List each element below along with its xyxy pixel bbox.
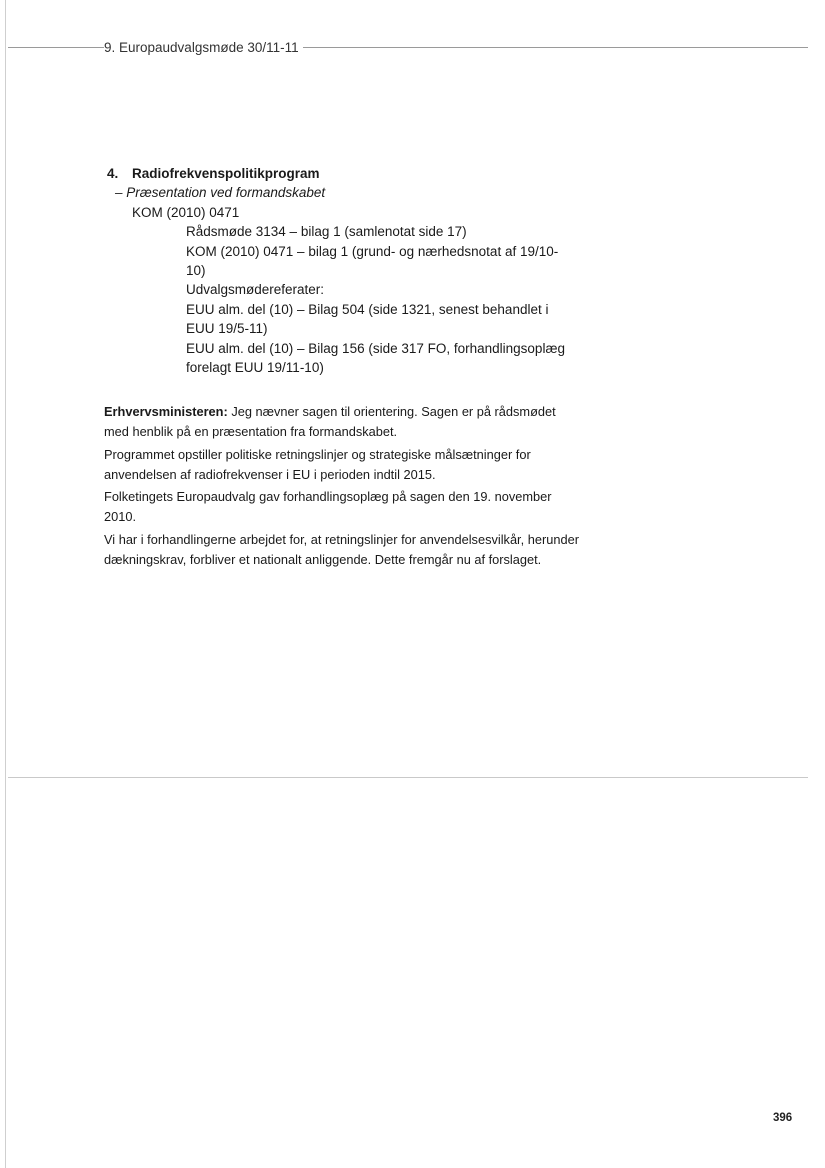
statement-paragraph [104, 402, 582, 443]
reference-line: EUU alm. del (10) – Bilag 504 (side 1321, senest behandlet i [186, 301, 549, 317]
reference-list [107, 222, 597, 377]
agenda-item-subtitle: – Præsentation ved formandskabet [115, 185, 326, 201]
page-number: 396 [773, 1112, 793, 1124]
statement-text: Jeg nævner sagen til orientering. Sagen er på rådsmødet med henblik på en præsentation fra formandskabet. [104, 404, 556, 440]
document-reference: KOM (2010) 0471 [132, 204, 240, 220]
scan-edge-line [5, 0, 6, 1168]
running-header: 9. Europaudvalgsmøde 30/11-11 [104, 41, 303, 55]
reference-line: forelagt EUU 19/11-10) [186, 360, 324, 376]
minister-statement [104, 402, 582, 572]
agenda-item-number: 4. [107, 166, 119, 181]
reference-line: Udvalgsmødereferater: [186, 282, 325, 298]
agenda-item-title [107, 164, 597, 183]
reference-line: EUU alm. del (10) – Bilag 156 (side 317 FO, forhandlingsoplæg [186, 340, 565, 356]
agenda-item [107, 164, 597, 377]
reference-line: KOM (2010) 0471 – bilag 1 (grund- og nærhedsnotat af 19/10- [186, 243, 559, 259]
speaker-name: Erhvervsministeren: [104, 404, 228, 419]
statement-paragraph: Programmet opstiller politiske retningslinjer og strategiske målsætninger for anvendelsen af radiofrekvenser i EU i perioden indtil 2015. [104, 446, 531, 482]
reference-line: EUU 19/5-11) [186, 321, 268, 337]
statement-paragraph: Folketingets Europaudvalg gav forhandlingsoplæg på sagen den 19. november 2010. [104, 489, 552, 525]
scan-artifact-line [8, 777, 808, 778]
statement-paragraph: Vi har i forhandlingerne arbejdet for, at retningslinjer for anvendelsesvilkår, herunder dækningskrav, forbliver et nationalt anliggende. Dette fremgår nu af forslaget. [104, 531, 579, 568]
agenda-item-title-text: Radiofrekvenspolitikprogram [132, 166, 320, 181]
reference-line: Rådsmøde 3134 – bilag 1 (samlenotat side 17) [186, 224, 467, 240]
reference-line: 10) [186, 263, 206, 279]
